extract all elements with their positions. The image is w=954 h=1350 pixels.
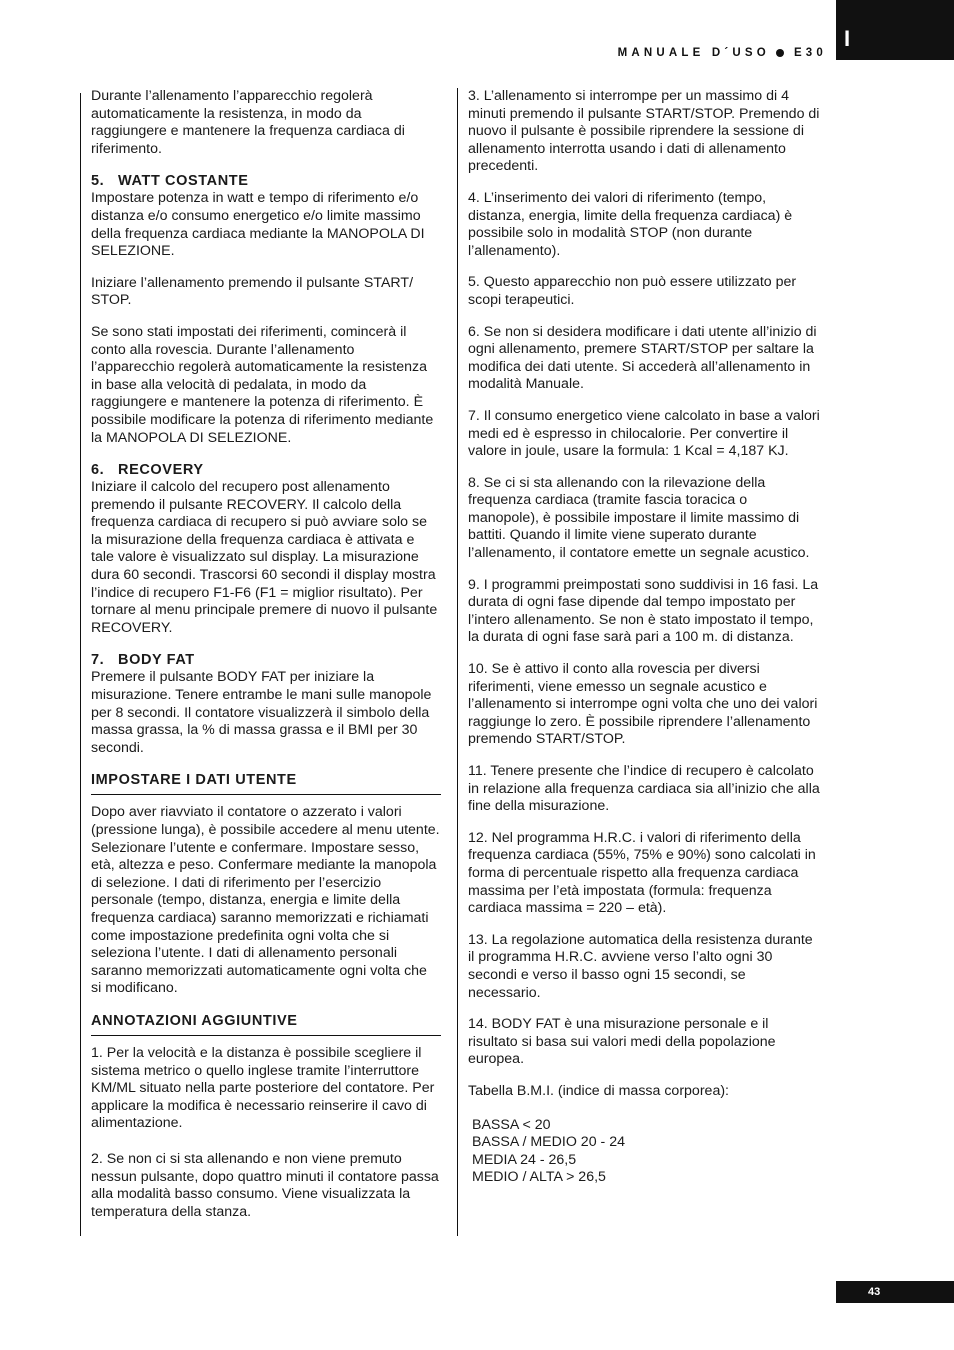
- section-heading-body-fat: 7. BODY FAT: [91, 652, 195, 669]
- note-item: 12. Nel programma H.R.C. i valori di riferimento della frequenza cardiaca (55%, 75% e 90%) sono calcolati in forma di percentuale rispetto alla frequenza cardiaca massima per l’età impostata (formula: frequenza cardiaca massima = 220 – età).: [468, 829, 816, 917]
- note-item: 1. Per la velocità e la distanza è possibile scegliere il sistema metrico o quello inglese tramite l’interruttore KM/ML situato nella parte posteriore del contatore. Per applicare la modifica è necessario reinserire il cavo di alimentazione.: [91, 1044, 435, 1132]
- note-item: 2. Se non ci si sta allenando e non viene premuto nessun pulsante, dopo quattro minuti il contatore passa alla modalità basso consumo. Viene visualizzata la temperatura della stanza.: [91, 1150, 439, 1220]
- section-heading-recovery: 6. RECOVERY: [91, 462, 204, 479]
- page-number: 43: [868, 1286, 881, 1298]
- running-header: [618, 47, 827, 59]
- note-item: 9. I programmi preimpostati sono suddivisi in 16 fasi. La durata di ogni fase dipende dal tempo impostato per l’intero allenamento. Se non è stato impostato il tempo, la durata di ogni fase sarà pari a 100 m. di distanza.: [468, 576, 819, 646]
- paragraph: Impostare potenza in watt e tempo di riferimento e/o distanza e/o consumo energetico e/o limite massimo della frequenza cardiaca mediante la MANOPOLA DI SELEZIONE.: [91, 190, 425, 260]
- section-heading-notes: ANNOTAZIONI AGGIUNTIVE: [91, 1012, 441, 1036]
- bmi-row: MEDIO / ALTA > 26,5: [472, 1169, 606, 1186]
- paragraph: Se sono stati impostati dei riferimenti, comincerà il conto alla rovescia. Durante l’allenamento l’apparecchio regolerà automaticamente la resistenza in base alla velocità di pedalata, in modo da raggiungere e mantenere la potenza di riferimento. È possibile modificare la potenza di riferimento mediante la MANOPOLA DI SELEZIONE.: [91, 323, 434, 446]
- note-item: 14. BODY FAT è una misurazione personale e il risultato si basa sui valori medi della popolazione europea.: [468, 1016, 776, 1068]
- middle-column-rule: [457, 88, 458, 1236]
- intro-paragraph: Durante l’allenamento l’apparecchio regolerà automaticamente la resistenza, in modo da raggiungere e mantenere la frequenza cardiaca di riferimento.: [91, 88, 405, 157]
- section-heading-user-data: IMPOSTARE I DATI UTENTE: [91, 771, 441, 795]
- paragraph: Premere il pulsante BODY FAT per iniziare la misurazione. Tenere entrambe le mani sulle manopole per 8 secondi. Il contatore visualizzerà il simbolo della massa grassa, la % di massa grassa e il BMI per 30 secondi.: [91, 669, 432, 756]
- paragraph: Iniziare l’allenamento premendo il pulsante START/ STOP.: [91, 274, 414, 309]
- right-column: [468, 88, 820, 1187]
- paragraph: Iniziare il calcolo del recupero post allenamento premendo il pulsante RECOVERY. Il calcolo della frequenza cardiaca di recupero si può avviare solo se la misurazione della frequenza cardiaca è attivata e tale valore è visualizzato sul display. La misurazione dura 60 secondi. Trascorsi 60 secondi il display mostra l’indice di recupero F1-F6 (F1 = miglior risultato). Per tornare al menu principale premere di nuovo il pulsante RECOVERY.: [91, 479, 438, 636]
- bmi-table: [468, 1117, 820, 1187]
- paragraph: Dopo aver riavviato il contatore o azzerato i valori (pressione lunga), è possibile accedere al menu utente. Selezionare l’utente e confermare. Impostare sesso, età, altezza e peso. Confermare mediante la manopola di selezione. I dati di riferimento per l’esercizio personale (tempo, distanza, energia e limite della frequenza cardiaca) saranno memorizzati e richiamati come impostazione predefinita ogni volta che si seleziona l’utente. I dati di allenamento personali saranno memorizzati automaticamente ogni volta che si modificano.: [91, 804, 440, 997]
- note-item: 8. Se ci si sta allenando con la rilevazione della frequenza cardiaca (tramite fascia toracica o manopole), è possibile impostare il limite massimo di battiti. Quando il limite viene superato durante l’allenamento, il contatore emette un segnale acustico.: [468, 474, 810, 562]
- bmi-row: BASSA < 20: [472, 1116, 551, 1133]
- language-tab: [836, 0, 954, 60]
- note-item: 4. L’inserimento dei valori di riferimento (tempo, distanza, energia, limite della frequenza cardiaca) è possibile solo in modalità STOP (non durante l’allenamento).: [468, 189, 793, 259]
- language-tab-letter: I: [844, 26, 851, 51]
- note-item: 13. La regolazione automatica della resistenza durante il programma H.R.C. avviene verso l’alto ogni 30 secondi e verso il basso ogni 15 secondi, se necessario.: [468, 931, 813, 1001]
- left-column: [91, 88, 441, 1235]
- note-item: 3. L’allenamento si interrompe per un massimo di 4 minuti premendo il pulsante START/STOP. Premendo di nuovo il pulsante è possibile riprendere la sessione di allenamento interrotta usando i dati di allenamento precedenti.: [468, 88, 820, 175]
- note-item: 11. Tenere presente che l’indice di recupero è calcolato in relazione alla frequenza cardiaca sia all’inizio che alla fine della misurazione.: [468, 763, 820, 815]
- note-item: 10. Se è attivo il conto alla rovescia per diversi riferimenti, viene emesso un segnale acustico e l’allenamento si interrompe ogni volta che uno dei valori raggiunge lo zero. È possibile riprendere l’allenamento premendo START/STOP.: [468, 661, 818, 748]
- model-name: E30: [793, 47, 827, 59]
- note-item: 5. Questo apparecchio non può essere utilizzato per scopi terapeutici.: [468, 274, 797, 308]
- bmi-table-title: Tabella B.M.I. (indice di massa corporea):: [468, 1082, 729, 1099]
- section-heading-watt-costante: 5. WATT COSTANTE: [91, 173, 249, 190]
- bmi-row: BASSA / MEDIO 20 - 24: [472, 1134, 625, 1151]
- page-number-box: [836, 1281, 954, 1303]
- note-item: 7. Il consumo energetico viene calcolato in base a valori medi ed è espresso in chilocalorie. Per convertire il valore in joule, usare la formula: 1 Kcal = 4,187 KJ.: [468, 407, 820, 460]
- left-column-rule: [80, 93, 81, 1236]
- manual-title: MANUALE D´USO: [617, 47, 770, 59]
- note-item: 6. Se non si desidera modificare i dati utente all’inizio di ogni allenamento, premere START/STOP per saltare la modifica dei dati utente. Si accederà all’allenamento in modalità Manuale.: [468, 323, 817, 393]
- bullet-dot-icon: [776, 49, 784, 57]
- bmi-row: MEDIA 24 - 26,5: [472, 1151, 577, 1168]
